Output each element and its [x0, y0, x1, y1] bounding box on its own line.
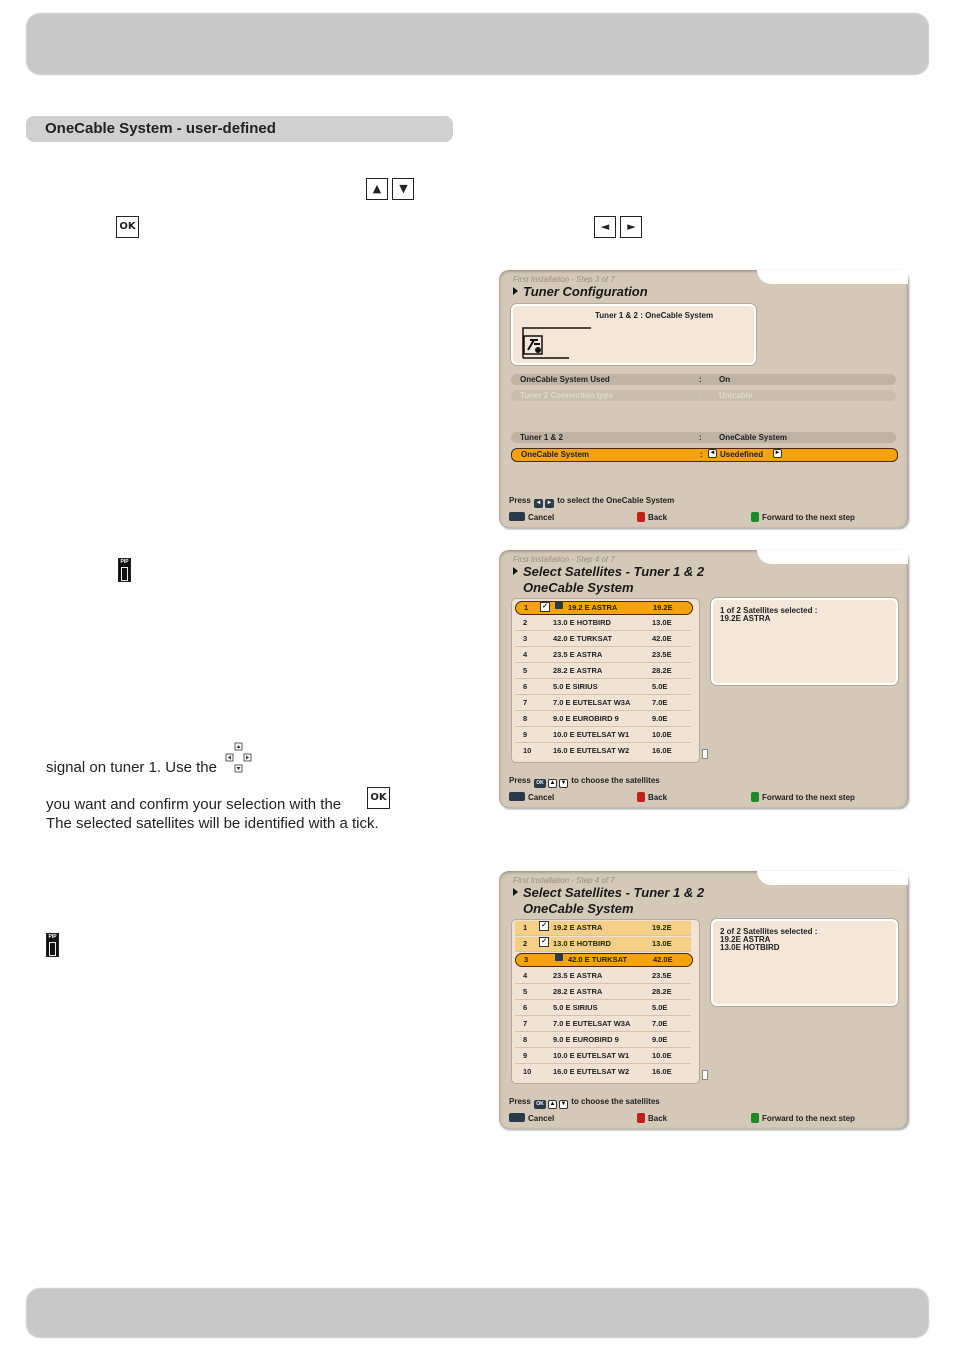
- screen-subtitle: OneCable System: [523, 901, 634, 916]
- selected-satellite: 19.2E ASTRA: [720, 614, 771, 623]
- satellite-row[interactable]: 7 7.0 E EUTELSAT W3A 7.0E: [515, 696, 691, 711]
- down-key-icon: ▼: [560, 780, 567, 786]
- red-key-icon: [637, 792, 645, 802]
- scroll-indicator[interactable]: [702, 749, 708, 759]
- pip-key-icon-2: PIP: [46, 933, 59, 957]
- cancel-button[interactable]: Cancel: [509, 792, 554, 802]
- satellite-row[interactable]: 4 23.5 E ASTRA 23.5E: [515, 969, 691, 984]
- satellite-row[interactable]: 7 7.0 E EUTELSAT W3A 7.0E: [515, 1017, 691, 1032]
- ok-mini-icon: [555, 954, 563, 961]
- selection-info-box: [711, 919, 898, 1006]
- select-satellites-screen-2: [499, 871, 908, 1129]
- satellite-row[interactable]: 1 ✓ 19.2 E ASTRA 19.2E: [515, 601, 693, 615]
- footer-bar: [26, 1288, 929, 1338]
- satellite-row[interactable]: 3 42.0 E TURKSAT 42.0E: [515, 953, 693, 967]
- body-text-line3: The selected satellites will be identified with a tick.: [46, 815, 379, 832]
- step-label: First Installation - Step 4 of 7: [513, 876, 615, 885]
- ok-key-block: [116, 216, 139, 238]
- satellite-row[interactable]: 6 5.0 E SIRIUS 5.0E: [515, 1001, 691, 1016]
- ok-mini-icon: [555, 602, 563, 609]
- checkbox-checked-icon[interactable]: ✓: [540, 602, 550, 612]
- back-button[interactable]: Back: [637, 792, 667, 802]
- tuner-configuration-screen: [499, 270, 908, 528]
- setting-row-selected[interactable]: OneCable System : ◄ Usedefined ►: [511, 448, 898, 462]
- step-label: First Installation - Step 4 of 7: [513, 555, 615, 564]
- selection-count: 1 of 2 Satellites selected :: [720, 606, 818, 615]
- tuner-info-box: [511, 304, 756, 365]
- ok-key-icon: OK: [534, 779, 546, 788]
- ok-key-icon: OK: [534, 1100, 546, 1109]
- satellite-row[interactable]: 8 9.0 E EUROBIRD 9 9.0E: [515, 1033, 691, 1048]
- satellite-row[interactable]: 6 5.0 E SIRIUS 5.0E: [515, 680, 691, 695]
- selected-satellite: 19.2E ASTRA: [720, 935, 771, 944]
- cancel-button[interactable]: Cancel: [509, 1113, 554, 1123]
- checkbox-checked-icon[interactable]: ✓: [539, 937, 549, 947]
- hint-line: Press OK ▲ ▼ to choose the satellites: [509, 776, 660, 786]
- satellite-row[interactable]: 5 28.2 E ASTRA 28.2E: [515, 985, 691, 1000]
- ok-key-icon: OK: [116, 216, 139, 238]
- setting-row[interactable]: OneCable System Used : On: [511, 374, 896, 385]
- screen-subtitle: OneCable System: [523, 580, 634, 595]
- satellite-row[interactable]: 4 23.5 E ASTRA 23.5E: [515, 648, 691, 663]
- satellite-row[interactable]: 9 10.0 E EUTELSAT W1 10.0E: [515, 1049, 691, 1064]
- cancel-button[interactable]: Cancel: [509, 512, 554, 522]
- back-button[interactable]: Back: [637, 1113, 667, 1123]
- selection-info-box: [711, 598, 898, 685]
- pip-key-icon: PIP: [118, 558, 131, 582]
- forward-button[interactable]: Forward to the next step: [751, 792, 855, 802]
- satellite-row[interactable]: 3 42.0 E TURKSAT 42.0E: [515, 632, 691, 647]
- up-arrow-key-icon: ▲: [366, 178, 388, 200]
- satellite-row[interactable]: 9 10.0 E EUTELSAT W1 10.0E: [515, 728, 691, 743]
- body-text-line2: you want and confirm your selection with the: [46, 796, 342, 813]
- navigation-cross-icon: [225, 742, 253, 774]
- screen-title: Tuner Configuration: [513, 284, 648, 299]
- select-satellites-screen: [499, 550, 908, 808]
- up-key-icon: ▲: [549, 780, 556, 786]
- scroll-indicator[interactable]: [702, 1070, 708, 1080]
- screen-title: Select Satellites - Tuner 1 & 2: [513, 564, 704, 579]
- selected-satellite: 13.0E HOTBIRD: [720, 943, 780, 952]
- right-arrow-key-icon: ►: [620, 216, 642, 238]
- screen-title: Select Satellites - Tuner 1 & 2: [513, 885, 704, 900]
- red-key-icon: [637, 1113, 645, 1123]
- forward-button[interactable]: Forward to the next step: [751, 512, 855, 522]
- forward-button[interactable]: Forward to the next step: [751, 1113, 855, 1123]
- ok-key-icon-2: OK: [367, 787, 390, 809]
- tuner-info-label: Tuner 1 & 2 : OneCable System: [595, 311, 714, 320]
- checkbox-checked-icon[interactable]: ✓: [539, 921, 549, 931]
- green-key-icon: [751, 1113, 759, 1123]
- step-label: First Installation - Step 3 of 7: [513, 275, 615, 284]
- satellite-list[interactable]: [511, 919, 700, 1084]
- down-key-icon: ▼: [560, 1101, 567, 1107]
- ok-key-block-2: [367, 787, 390, 809]
- header-bar: [26, 13, 929, 75]
- satellite-row[interactable]: 1 ✓ 19.2 E ASTRA 19.2E: [515, 921, 691, 936]
- hint-line: Press ◄ ► to select the OneCable System: [509, 496, 675, 506]
- satellite-row[interactable]: 2 13.0 E HOTBIRD 13.0E: [515, 616, 691, 631]
- hint-line: Press OK ▲ ▼ to choose the satellites: [509, 1097, 660, 1107]
- green-key-icon: [751, 512, 759, 522]
- section-title: OneCable System - user-defined: [26, 116, 453, 142]
- up-down-keys: [366, 178, 414, 200]
- satellite-row[interactable]: 10 16.0 E EUTELSAT W2 16.0E: [523, 1067, 672, 1076]
- back-button[interactable]: Back: [637, 512, 667, 522]
- left-key-icon: ◄: [535, 500, 542, 506]
- setting-row[interactable]: Tuner 1 & 2 : OneCable System: [511, 432, 896, 443]
- down-arrow-key-icon: ▼: [392, 178, 414, 200]
- satellite-row[interactable]: 8 9.0 E EUROBIRD 9 9.0E: [515, 712, 691, 727]
- satellite-list[interactable]: [511, 598, 700, 763]
- body-text-line1: signal on tuner 1. Use the: [46, 759, 217, 776]
- red-key-icon: [637, 512, 645, 522]
- setting-row-disabled: Tuner 2 Connection type : Unicable: [511, 390, 896, 401]
- back-key-icon: [509, 512, 525, 521]
- satellite-row[interactable]: 10 16.0 E EUTELSAT W2 16.0E: [523, 746, 672, 755]
- back-key-icon: [509, 1113, 525, 1122]
- green-key-icon: [751, 792, 759, 802]
- satellite-row[interactable]: 5 28.2 E ASTRA 28.2E: [515, 664, 691, 679]
- left-arrow-key-icon: ◄: [594, 216, 616, 238]
- up-key-icon: ▲: [549, 1101, 556, 1107]
- satellite-row[interactable]: 2 ✓ 13.0 E HOTBIRD 13.0E: [515, 937, 691, 952]
- cable-connection-icon: [521, 314, 591, 360]
- left-right-keys: [594, 216, 642, 238]
- back-key-icon: [509, 792, 525, 801]
- selection-count: 2 of 2 Satellites selected :: [720, 927, 818, 936]
- right-key-icon: ►: [546, 500, 553, 506]
